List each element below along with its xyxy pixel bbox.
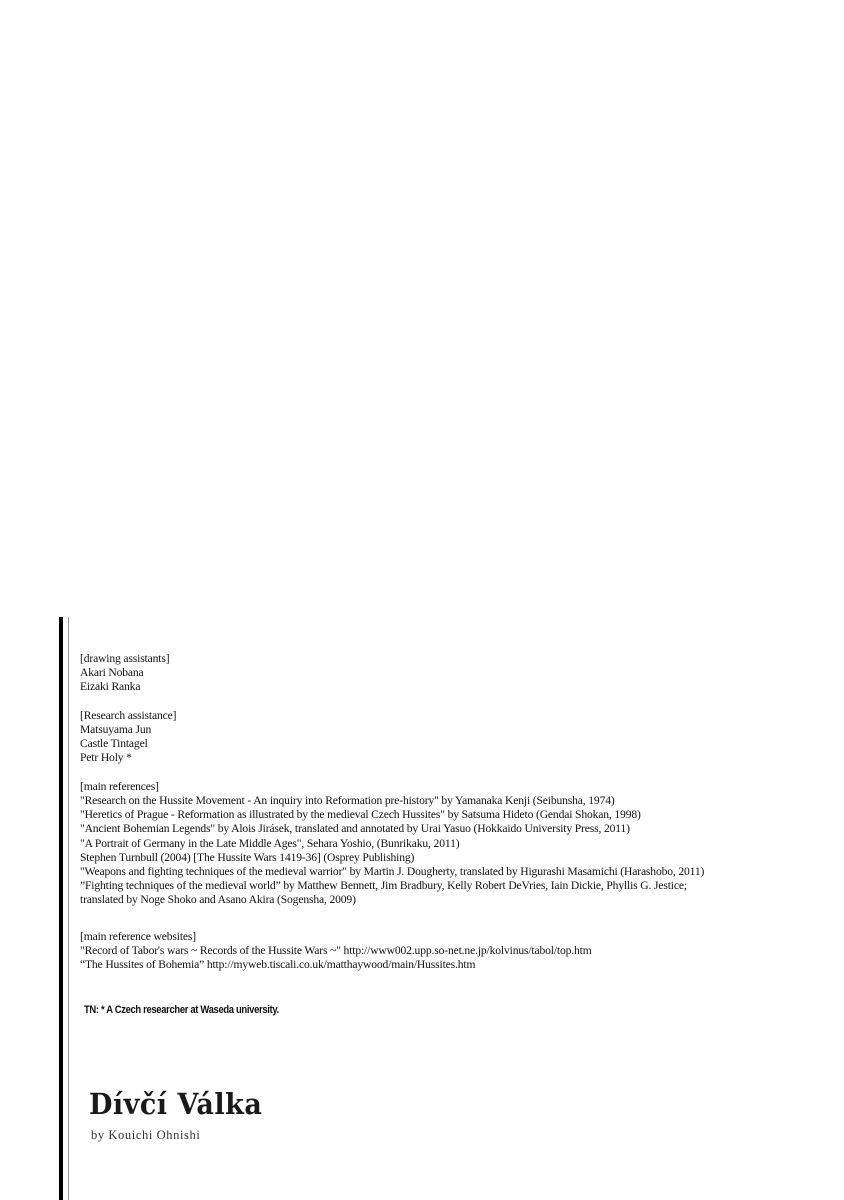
reference-item: translated by Noge Shoko and Asano Akira (Sogensha, 2009) — [80, 893, 356, 907]
margin-rule-thin — [68, 617, 69, 1200]
series-logo: Dívčí Válka — [89, 1088, 263, 1122]
author-byline: by Kouichi Ohnishi — [91, 1128, 201, 1142]
spacer — [80, 766, 832, 780]
research-assistant-name: Matsuyama Jun — [80, 723, 152, 736]
reference-website-item: “The Hussites of Bohemia” http://myweb.tiscali.co.uk/matthaywood/main/Hussites.htm — [80, 958, 476, 972]
credits-block — [80, 652, 832, 972]
drawing-assistant-name: Eizaki Ranka — [80, 680, 141, 694]
translator-note: TN: * A Czech researcher at Waseda university. — [84, 1004, 279, 1016]
research-assistant-name: Petr Holy * — [80, 751, 132, 765]
research-assistance-heading: [Research assistance] — [80, 708, 177, 722]
reference-website-item: "Record of Tabor's wars ~ Records of the Hussite Wars ~" http://www002.upp.so-net.ne.jp/kolvinus/tabol/top.htm — [80, 943, 592, 957]
reference-item: "Research on the Hussite Movement - An inquiry into Reformation pre-history" by Yamanaka Kenji (Seibunsha, 1974) — [80, 794, 615, 807]
margin-rule-thick — [59, 617, 63, 1200]
reference-item: "Weapons and fighting techniques of the medieval warrior" by Martin J. Dougherty, translated by Higurashi Masamichi (Harashobo, 2011) — [80, 865, 705, 879]
reference-item: ”Fighting techniques of the medieval world” by Matthew Bennett, Jim Bradbury, Kelly Robert DeVries, Iain Dickie, Phyllis G. Jestice; — [80, 879, 687, 893]
reference-item: "A Portrait of Germany in the Late Middle Ages", Sehara Yoshio, (Bunrikaku, 2011) — [80, 836, 460, 850]
reference-item: Stephen Turnbull (2004) [The Hussite Wars 1419-36] (Osprey Publishing) — [80, 850, 415, 864]
reference-item: "Heretics of Prague - Reformation as illustrated by the medieval Czech Hussites" by Satsuma Hideto (Gendai Shokan, 1998) — [80, 808, 641, 822]
reference-item: "Ancient Bohemian Legends" by Alois Jirásek, translated and annotated by Urai Yasuo (Hokkaido University Press, 2011) — [80, 822, 630, 836]
main-references-heading: [main references] — [80, 779, 159, 793]
drawing-assistants-heading: [drawing assistants] — [80, 652, 170, 665]
drawing-assistant-name: Akari Nobana — [80, 666, 144, 680]
reference-websites-heading: [main reference websites] — [80, 929, 196, 943]
spacer — [80, 695, 832, 709]
research-assistant-name: Castle Tintagel — [80, 737, 148, 751]
spacer — [80, 908, 832, 930]
